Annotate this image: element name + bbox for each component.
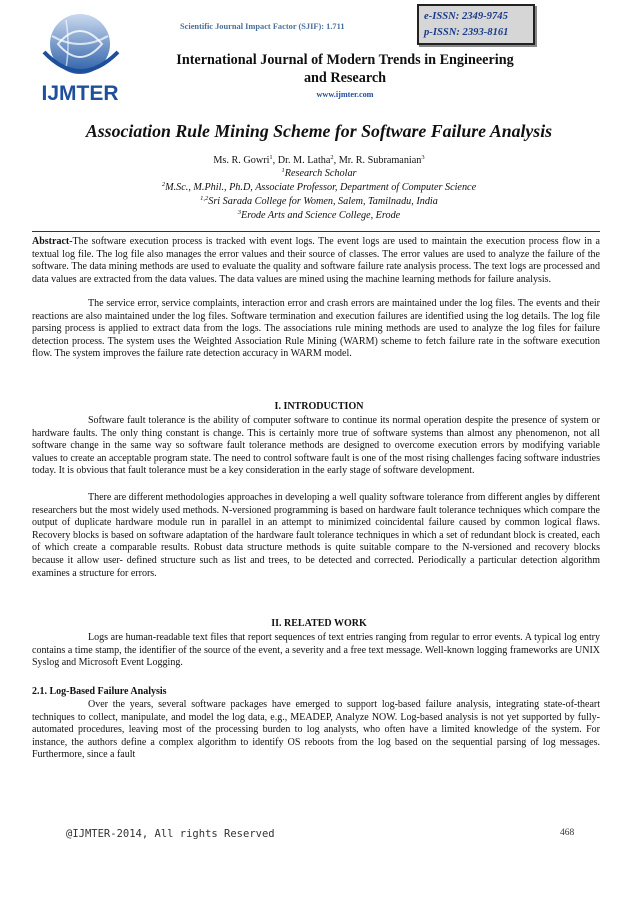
journal-title-line1: International Journal of Modern Trends in Engineering <box>176 52 514 68</box>
author-line: Ms. R. Gowri$^1$, Dr. M. Latha$^2$, Mr. R. Subramanian$^3$ <box>213 154 425 166</box>
page-number: 468 <box>560 828 575 838</box>
impact-factor: Scientific Journal Impact Factor (SJIF): 1.711 <box>180 22 345 31</box>
journal-title-line2: and Research <box>303 70 387 86</box>
author-3: , Mr. R. Subramanian <box>333 155 422 166</box>
affiliation-4: $^3$Erode Arts and Science College, Erode <box>237 209 401 221</box>
abstract-p2: The service error, service complaints, interaction error and crash errors are maintained under the log files. The events and their reactions are also maintained under the log files. Software termination and execution failures are identified using the log details. The log file parsing process is applied to extract data from the logs. The associations rule mining methods are used to analyze the log files for failure detection process. The system uses the Weighted Association Rule Mining (WARM) scheme to fetch failure rate in the software execution flow. The system improves the failure rate detection accuracy in WARM model. <box>32 298 600 360</box>
journal-url[interactable]: www.ijmter.com <box>316 90 374 99</box>
related-p1: Logs are human-readable text files that report sequences of text entries ranging from regular to error events. A typical log entry contains a time stamp, the identifier of the source of the event, a severity and a free text message. Well-known logging frameworks are UNIX Syslog and Microsoft Event Logging. <box>32 632 600 669</box>
author-2: , Dr. M. Latha <box>272 155 331 166</box>
section-heading-related-work: II. RELATED WORK <box>271 618 367 629</box>
paper-title: Association Rule Mining Scheme for Software Failure Analysis <box>85 121 553 141</box>
journal-title <box>140 51 550 87</box>
logo-text: IJMTER <box>41 82 119 105</box>
intro-p2: There are different methodologies approaches in developing a well quality software tolerance from different angles by different researchers but the most widely used methods. N-versioned programming is based on hardware fault tolerance techniques which compare the output of duplicate hardware module run in parallel in an attempt to minimized coincidental failure caused by common logical flaws. Recovery blocks is based on software adaptation of the hardware fault tolerance techniques in which a set of redundant block is created, each of which create a comparable results. Robust data structure methods is quite suitable compare to the N-versioned and recovery blocks because it allow user- defined structure such as list and trees, to be detected and corrected. Periodically a particular detection algorithm examines a structure for errors. <box>32 492 600 579</box>
footer-copyright: @IJMTER-2014, All rights Reserved <box>66 828 275 840</box>
affiliation-2: $^2$M.Sc., M.Phil., Ph.D, Associate Professor, Department of Computer Science <box>161 181 477 193</box>
journal-logo <box>36 8 124 106</box>
section-heading-introduction: I. INTRODUCTION <box>274 401 364 412</box>
issn-box <box>417 4 535 45</box>
intro-p1: Software fault tolerance is the ability of computer software to continue its normal operation despite the presence of system or hardware faults. The only thing constant is change. This is certainly more true of software systems than almost any phenomenon, not all software change in the same way so software fault tolerance methods are designed to overcome execution errors by modifying variable values to create an acceptable program state. The need to control software fault is one of the most rising challenges facing software industries today. It is obvious that fault tolerance must be a key consideration in the early stage of software development. <box>32 415 600 477</box>
subsection-p1: Over the years, several software packages have emerged to support log-based failure analysis, integrating state-of-theart techniques to collect, manipulate, and model the log data, e.g., MEADEP, Analyze NOW. Log-based analysis is not yet supported by fully-automated procedures, leaving most of the processing burden to log analysts, who often have a limited knowledge of the system. For instance, the authors define a complex algorithm to identify OS reboots from the log based on the sequential parsing of log messages. Furthermore, since a fault <box>32 699 600 761</box>
eissn: e-ISSN: 2349-9745 <box>424 11 508 22</box>
affiliation-1: $^1$Research Scholar <box>281 167 357 179</box>
pissn: p-ISSN: 2393-8161 <box>424 27 509 38</box>
divider <box>32 231 600 232</box>
abstract-p1: Abstract-The software execution process is tracked with event logs. The event logs are used to maintain the execution process flow in a textual log file. The log file also manages the error values and their source of classes. The error values are used to analyze the failure of the software. The data mining methods are used to evaluate the quality and software failure rate analysis process. The text logs are processed and data values are extracted from the data values. The data values are mined using the machine learning methods for failure analysis. <box>32 236 600 285</box>
abstract-label: Abstract- <box>32 236 73 247</box>
subsection-heading: 2.1. Log-Based Failure Analysis <box>32 686 167 697</box>
affiliation-3: $^{1,2}$Sri Sarada College for Women, Salem, Tamilnadu, India <box>200 195 438 207</box>
author-1: Ms. R. Gowri <box>213 155 270 166</box>
